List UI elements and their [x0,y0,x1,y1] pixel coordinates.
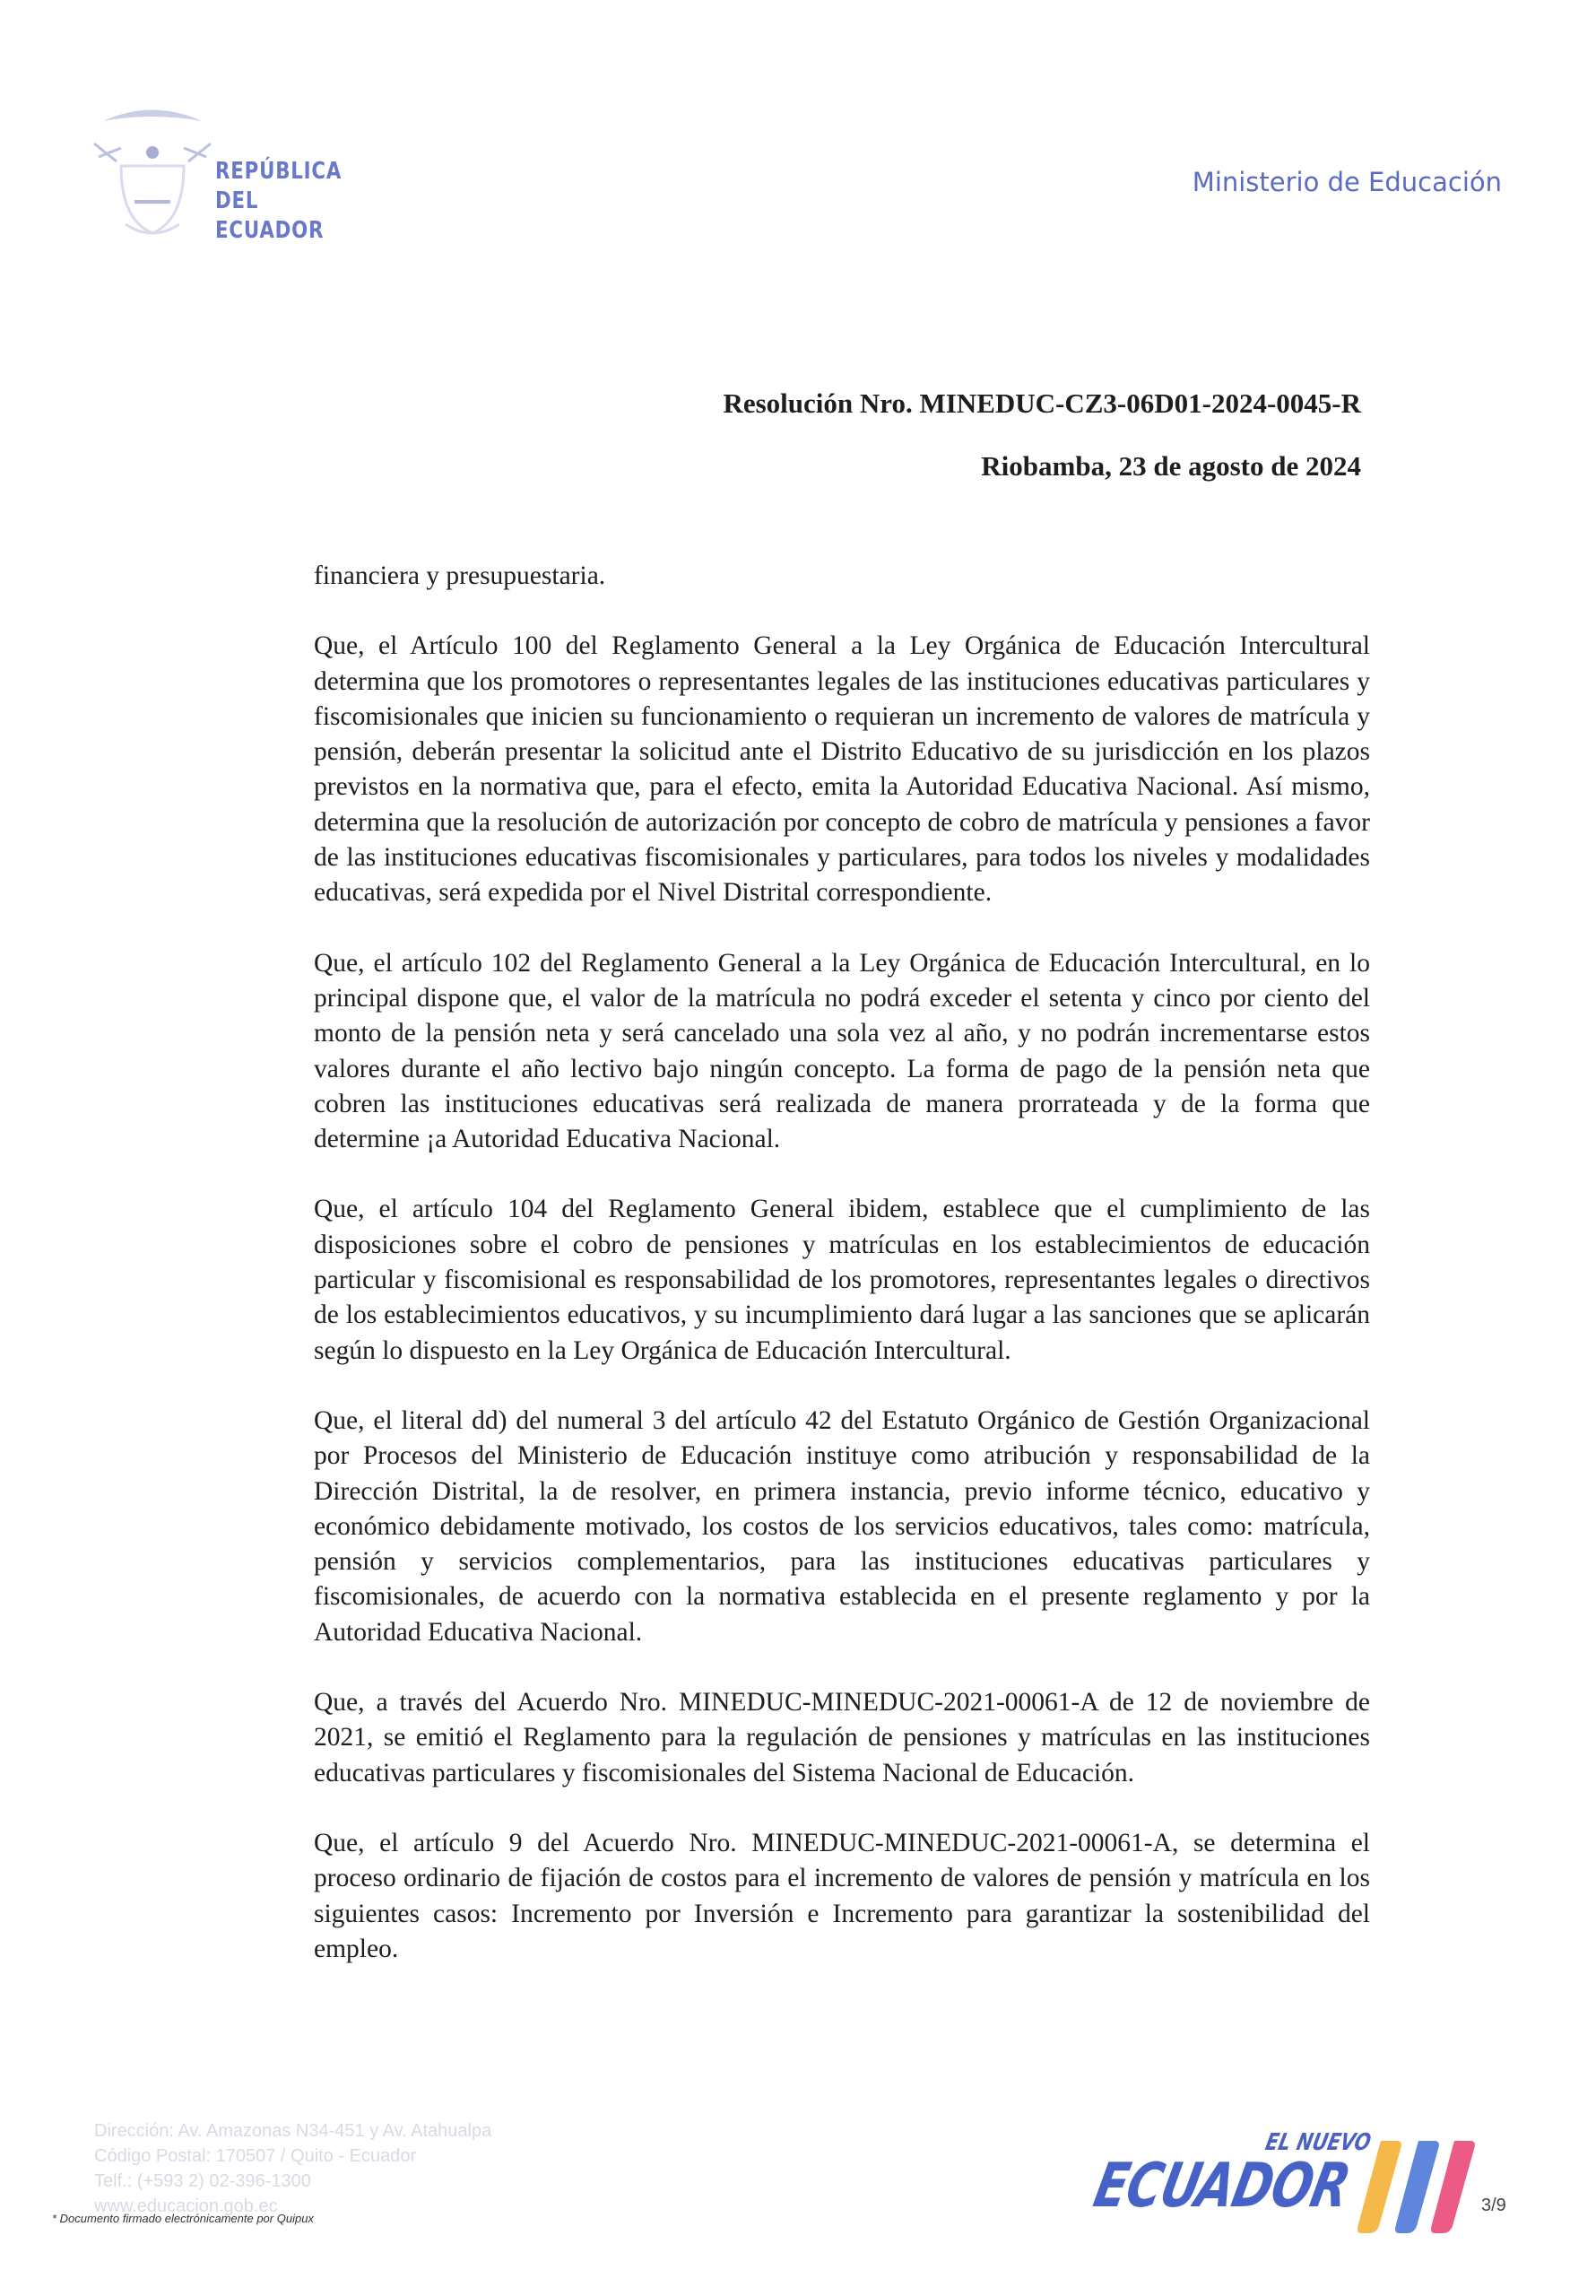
resolution-header [723,387,1361,513]
document-body [314,559,1370,2002]
footer-address [94,2118,491,2219]
address-line: Telf.: (+593 2) 02-396-1300 [94,2171,311,2191]
flag-stripes-icon [1354,2136,1479,2235]
paragraph: Que, el Artículo 100 del Reglamento General a la Ley Orgánica de Educación Intercultural determina que los promotores o representantes legales de las instituciones educativas particulares y fiscomisionales que inicien su funcionamiento o requieran un incremento de valores de matrícula y pensión, deberán presentar la solicitud ante el Distrito Educativo de su jurisdicción en los plazos previstos en la normativa que, para el efecto, emita la Autoridad Educativa Nacional. Así mismo, determina que la resolución de autorización por concepto de cobro de matrícula y pensiones a favor de las instituciones educativas fiscomisionales y particulares, para todos los niveles y modalidades educativas, será expedida por el Nivel Distrital correspondiente. [314,631,1370,908]
page-number: 3/9 [1481,2196,1506,2215]
republica-line2: DEL ECUADOR [215,187,325,244]
el-nuevo-ecuador-logo [1088,2127,1479,2231]
logo-small-text: EL NUEVO [1262,2129,1374,2156]
ministerio-title: Ministerio de Educación [1192,167,1502,197]
paragraph: Que, el literal dd) del numeral 3 del artículo 42 del Estatuto Orgánico de Gestión Organizacional por Procesos del Ministerio de Educación instituye como atribución y responsabilidad de la Dirección Distrital, la de resolver, en primera instancia, previo informe técnico, educativo y económico debidamente motivado, los costos de los servicios educativos, tales como: matrícula, pensión y servicios complementarios, para las instituciones educativas particulares y fiscomisionales, de acuerdo con la normativa establecida en el presente reglamento y por la Autoridad Educativa Nacional. [314,1405,1370,1647]
signed-note: * Documento firmado electrónicamente por Quipux [52,2212,314,2225]
paragraph: Que, a través del Acuerdo Nro. MINEDUC-MINEDUC-2021-00061-A de 12 de noviembre de 2021, se emitió el Reglamento para la regulación de pensiones y matrículas en las instituciones educativas particulares y fiscomisionales del Sistema Nacional de Educación. [314,1688,1370,1787]
paragraph: Que, el artículo 102 del Reglamento General a la Ley Orgánica de Educación Intercultural, en lo principal dispone que, el valor de la matrícula no podrá exceder el setenta y cinco por ciento del monto de la pensión neta y será cancelado una sola vez al año, y no podrán incrementarse estos valores durante el año lectivo bajo ningún concepto. La forma de pago de la pensión neta que cobren las instituciones educativas será realizada de manera prorrateada y de la forma que determine ¡a Autoridad Educativa Nacional. [314,948,1370,1154]
republica-logo [85,103,390,247]
resolution-number: Resolución Nro. MINEDUC-CZ3-06D01-2024-0045-R [723,387,1361,419]
address-line: Código Postal: 170507 / Quito - Ecuador [94,2146,417,2166]
paragraph: Que, el artículo 9 del Acuerdo Nro. MINEDUC-MINEDUC-2021-00061-A, se determina el proceso ordinario de fijación de costos para el incremento de valores de pensión y matrícula en los siguientes casos: Incremento por Inversión e Incremento para garantizar la sostenibilidad del empleo. [314,1828,1370,1963]
logo-big-text: ECUADOR [1088,2151,1356,2222]
address-line: Dirección: Av. Amazonas N34-451 y Av. Atahualpa [94,2121,492,2141]
paragraph: Que, el artículo 104 del Reglamento General ibidem, establece que el cumplimiento de las disposiciones sobre el cobro de pensiones y matrículas en los establecimientos de educación particular y fiscomisional es responsabilidad de los promotores, representantes legales o directivos de los establecimientos educativos, y su incumplimiento dará lugar a las sanciones que se aplicarán según lo dispuesto en la Ley Orgánica de Educación Intercultural. [314,1195,1370,1365]
paragraph: financiera y presupuestaria. [314,561,606,590]
coat-of-arms-icon [85,103,220,247]
place-date: Riobamba, 23 de agosto de 2024 [981,450,1361,482]
address-line: www.educacion.gob.ec [94,2196,278,2216]
republica-line1: REPÚBLICA [215,158,343,185]
